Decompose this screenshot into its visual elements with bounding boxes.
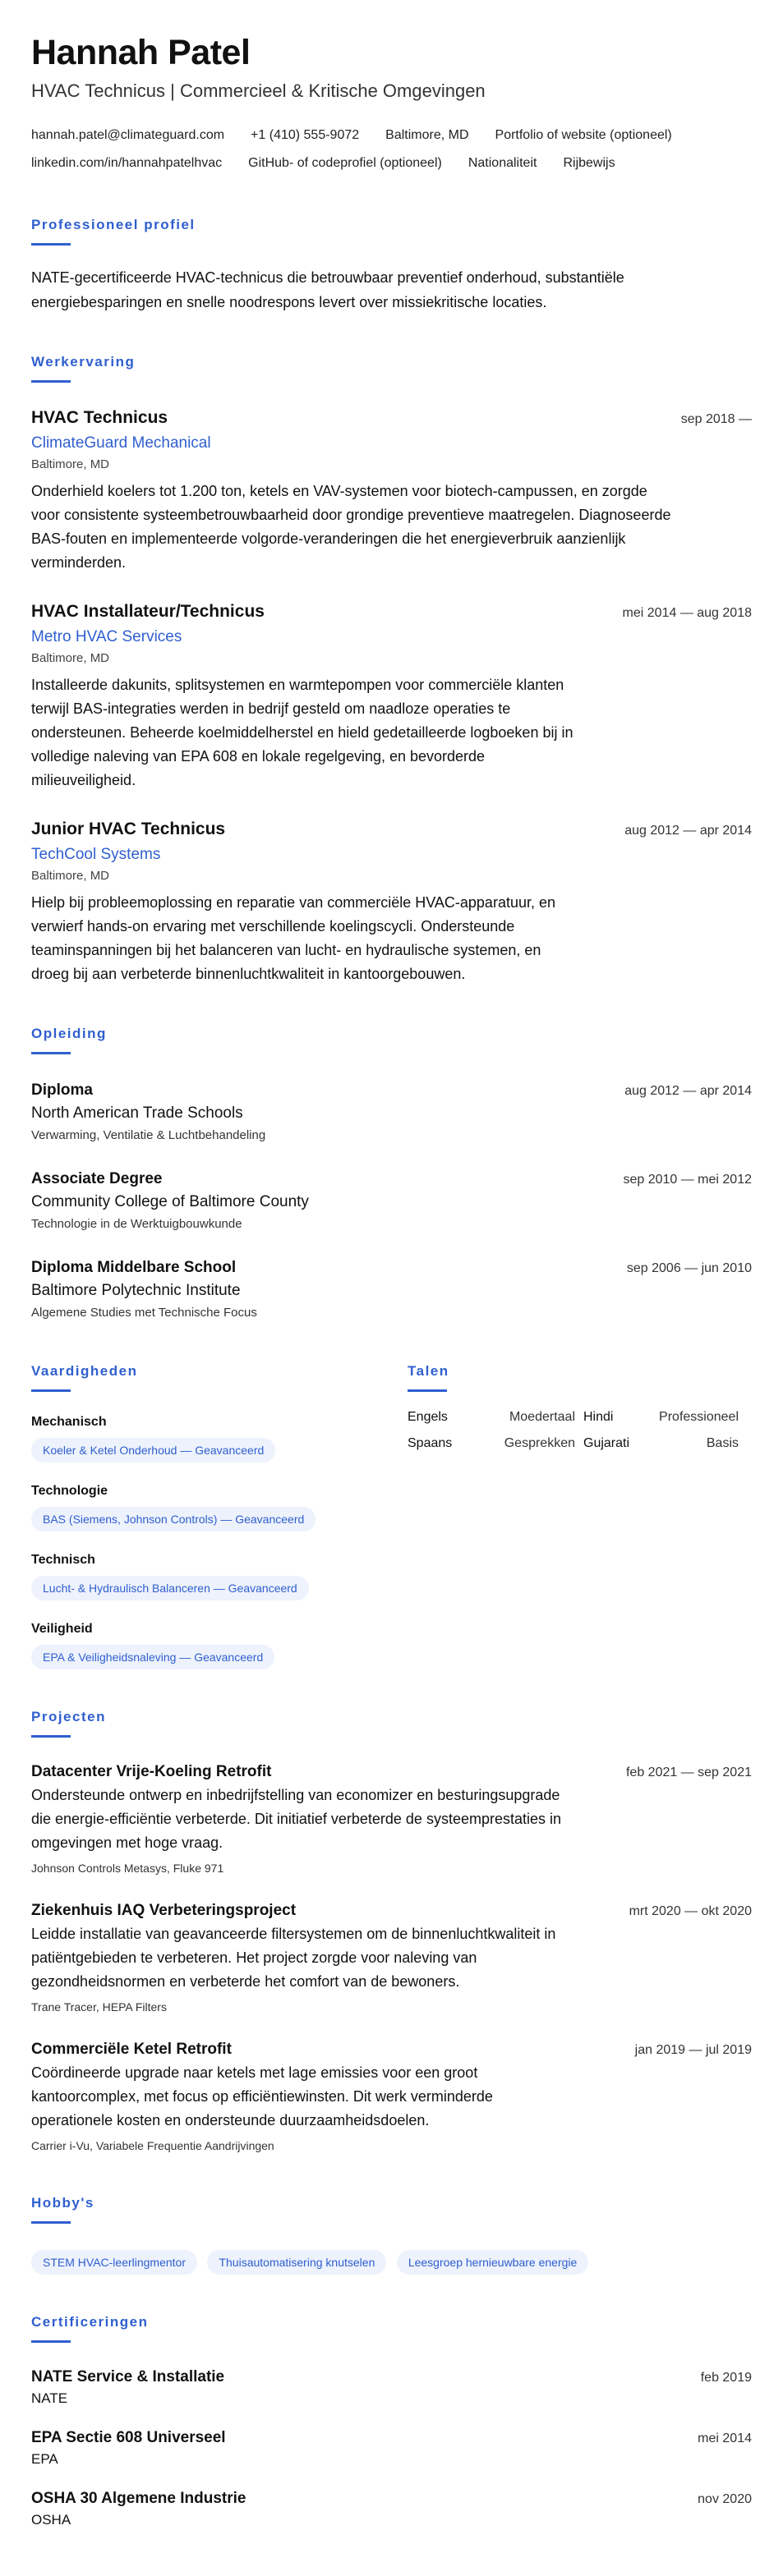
education-school: Community College of Baltimore County	[31, 1193, 309, 1210]
job-entry	[31, 599, 752, 792]
job-title: HVAC Installateur/Technicus	[31, 602, 265, 621]
contact-location: Baltimore, MD	[385, 128, 469, 142]
section-divider	[31, 380, 71, 383]
certification-issuer: NATE	[31, 2390, 68, 2406]
section-divider	[31, 2340, 71, 2343]
contact-email[interactable]: hannah.patel@climateguard.com	[31, 128, 225, 142]
contact-linkedin[interactable]: linkedin.com/in/hannahpatelhvac	[31, 156, 223, 170]
education-entry	[31, 1256, 752, 1324]
skill-pill: EPA & Veiligheidsnaleving — Geavanceerd	[31, 1645, 274, 1669]
project-title: Ziekenhuis IAQ Verbeteringsproject	[31, 1902, 297, 1919]
section-divider	[31, 2221, 71, 2224]
education-entry	[31, 1079, 752, 1146]
project-dates: mrt 2020 — okt 2020	[629, 1904, 752, 1918]
certification-date: mei 2014	[698, 2431, 752, 2445]
education-field: Algemene Studies met Technische Focus	[31, 1306, 257, 1320]
section-title: Werkervaring	[31, 354, 136, 370]
language-name: Hindi	[583, 1410, 614, 1424]
section-title: Certificeringen	[31, 2314, 149, 2330]
language-name: Spaans	[408, 1436, 453, 1450]
job-dates: aug 2012 — apr 2014	[624, 824, 752, 838]
job-entry	[31, 406, 752, 575]
education-entry	[31, 1168, 752, 1235]
project-entry	[31, 2038, 752, 2156]
language-level: Moedertaal	[509, 1410, 575, 1424]
skill-pill: BAS (Siemens, Johnson Controls) — Geavanceerd	[31, 1507, 316, 1531]
skill-category: Technisch	[31, 1553, 95, 1567]
project-description: Leidde installatie van geavanceerde filtersystemen om de binnenluchtkwaliteit in patiëntgebieden te verbeteren. Het project zorgde voor naleving van gezondheidsnormen en verbeterde het comfort van de bewoners.	[31, 1926, 556, 1990]
certifications-section	[31, 2312, 752, 2530]
skill-pill: Lucht- & Hydraulisch Balanceren — Geavanceerd	[31, 1576, 309, 1600]
job-location: Baltimore, MD	[31, 869, 110, 883]
certification-name: OSHA 30 Algemene Industrie	[31, 2490, 246, 2507]
contact-nationality: Nationaliteit	[467, 156, 537, 170]
section-title: Opleiding	[31, 1026, 107, 1041]
section-divider	[31, 1052, 71, 1054]
job-list	[31, 406, 752, 986]
skills-section	[31, 1361, 408, 1669]
project-list	[31, 1761, 752, 2156]
skill-pill: Koeler & Ketel Onderhoud — Geavanceerd	[31, 1438, 275, 1462]
project-entry	[31, 1899, 752, 2017]
certification-entry	[31, 2487, 752, 2530]
education-list	[31, 1079, 752, 1324]
education-dates: sep 2006 — jun 2010	[626, 1261, 752, 1275]
job-company: TechCool Systems	[31, 846, 161, 863]
profile-section	[31, 215, 752, 315]
project-tools: Carrier i-Vu, Variabele Frequentie Aandrijvingen	[31, 2139, 274, 2152]
certification-date: nov 2020	[698, 2492, 752, 2506]
education-school: Baltimore Polytechnic Institute	[31, 1282, 241, 1299]
project-dates: jan 2019 — jul 2019	[634, 2043, 752, 2057]
skill-category: Veiligheid	[31, 1622, 93, 1636]
resume-header	[31, 31, 752, 177]
section-divider	[408, 1389, 447, 1392]
project-tools: Johnson Controls Metasys, Fluke 971	[31, 1862, 224, 1875]
certification-list	[31, 2366, 752, 2530]
experience-section	[31, 352, 752, 986]
project-entry	[31, 1761, 752, 1878]
languages-section	[408, 1361, 752, 1669]
job-entry	[31, 817, 752, 986]
contact-phone[interactable]: +1 (410) 555-9072	[251, 128, 360, 142]
skills-languages-row	[31, 1361, 752, 1669]
skill-category: Mechanisch	[31, 1415, 107, 1429]
contact-license: Rijbewijs	[563, 156, 615, 170]
language-level: Professioneel	[659, 1410, 739, 1424]
section-title: Projecten	[31, 1709, 106, 1724]
hobby-pill: STEM HVAC-leerlingmentor	[31, 2250, 197, 2275]
hobbies-section	[31, 2193, 752, 2275]
project-title: Commerciële Ketel Retrofit	[31, 2041, 232, 2058]
hobby-pill: Thuisautomatisering knutselen	[207, 2250, 386, 2275]
education-field: Technologie in de Werktuigbouwkunde	[31, 1217, 242, 1231]
education-section	[31, 1024, 752, 1324]
section-title: Professioneel profiel	[31, 217, 196, 232]
project-dates: feb 2021 — sep 2021	[625, 1766, 752, 1779]
certification-date: feb 2019	[700, 2371, 752, 2385]
job-description: Installeerde dakunits, splitsystemen en warmtepompen voor commerciële klanten terwijl BAS-integraties werden in bedrijf gesteld om naadloze operaties te ondersteunen. Beheerde koelmiddelherstel en hield gedetailleerde logboeken bij in volledige naleving van EPA 608 en lokale regelgeving, en bevorderde milieuveiligheid.	[31, 677, 573, 788]
contact-portfolio[interactable]: Portfolio of website (optioneel)	[495, 128, 672, 142]
language-level: Gesprekken	[504, 1436, 575, 1450]
contact-info	[31, 122, 752, 177]
contact-github[interactable]: GitHub- of codeprofiel (optioneel)	[248, 156, 442, 170]
headline: HVAC Technicus | Commercieel & Kritische Omgevingen	[31, 80, 486, 101]
certification-issuer: EPA	[31, 2451, 58, 2467]
language-grid	[408, 1410, 752, 1451]
section-divider	[31, 1389, 71, 1392]
job-location: Baltimore, MD	[31, 457, 110, 471]
education-degree: Diploma	[31, 1081, 93, 1099]
education-field: Verwarming, Ventilatie & Luchtbehandeling	[31, 1128, 266, 1142]
certification-entry	[31, 2366, 752, 2408]
language-level: Basis	[706, 1436, 739, 1450]
language-name: Gujarati	[583, 1436, 630, 1450]
profile-text: NATE-gecertificeerde HVAC-technicus die betrouwbaar preventief onderhoud, substantiële energiebesparingen en snelle noodrespons levert over missiekritische locaties.	[31, 269, 624, 310]
job-dates: sep 2018 —	[680, 412, 752, 426]
job-description: Hielp bij probleemoplossing en reparatie van commerciële HVAC-apparatuur, en verwierf hands-on ervaring met verschillende koelingscycli. Ondersteunde teaminspanningen bij het balanceren van lucht- en hydraulische systemen, en droeg bij aan verbeterde binnenluchtkwaliteit in kantoorgebouwen.	[31, 894, 555, 982]
candidate-name: Hannah Patel	[31, 33, 251, 72]
certification-name: EPA Sectie 608 Universeel	[31, 2429, 226, 2446]
section-divider	[31, 1735, 71, 1738]
job-title: HVAC Technicus	[31, 408, 168, 427]
skill-category: Technologie	[31, 1484, 108, 1498]
hobby-pill: Leesgroep hernieuwbare energie	[397, 2250, 588, 2275]
education-degree: Diploma Middelbare School	[31, 1259, 237, 1276]
certification-name: NATE Service & Installatie	[31, 2368, 225, 2385]
job-dates: mei 2014 — aug 2018	[622, 606, 752, 620]
education-dates: aug 2012 — apr 2014	[624, 1084, 752, 1098]
section-title: Talen	[408, 1363, 449, 1379]
job-company: ClimateGuard Mechanical	[31, 434, 211, 452]
job-description: Onderhield koelers tot 1.200 ton, ketels en VAV-systemen voor biotech-campussen, en zorgde voor consistente systeembetrouwbaarheid door grondige preventieve maatregelen. Diagnoseerde BAS-fouten en implementeerde volgorde-veranderingen die het energieverbruik aanzienlijk verminderden.	[31, 483, 671, 571]
certification-issuer: OSHA	[31, 2512, 71, 2528]
education-degree: Associate Degree	[31, 1170, 163, 1187]
section-title: Vaardigheden	[31, 1363, 138, 1379]
project-description: Ondersteunde ontwerp en inbedrijfstelling van economizer en besturingsupgrade die energie-efficiëntie verbeterde. Dit initiatief verbeterde de systeemprestaties in omgevingen met hoge vraag.	[31, 1787, 562, 1851]
job-location: Baltimore, MD	[31, 651, 110, 665]
project-tools: Trane Tracer, HEPA Filters	[31, 2000, 167, 2014]
job-title: Junior HVAC Technicus	[31, 820, 226, 838]
job-company: Metro HVAC Services	[31, 628, 182, 645]
language-name: Engels	[408, 1410, 448, 1424]
project-title: Datacenter Vrije-Koeling Retrofit	[31, 1763, 272, 1780]
projects-section	[31, 1707, 752, 2156]
section-title: Hobby's	[31, 2195, 94, 2211]
certification-entry	[31, 2427, 752, 2469]
section-divider	[31, 243, 71, 246]
education-dates: sep 2010 — mei 2012	[623, 1173, 752, 1187]
education-school: North American Trade Schools	[31, 1104, 243, 1122]
project-description: Coördineerde upgrade naar ketels met lage emissies voor een groot kantoorcomplex, met focus op efficiëntiewinsten. Dit werk verminderde operationele kosten en ondersteunde duurzaamheidsdoelen.	[31, 2064, 493, 2128]
hobby-list	[31, 2243, 752, 2275]
